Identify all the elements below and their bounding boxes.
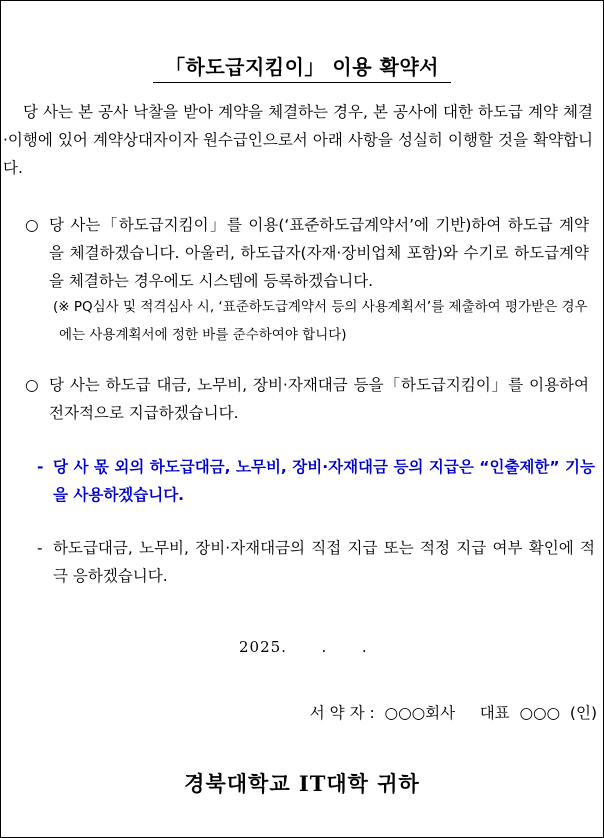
dash-bullet-icon: -	[37, 458, 44, 476]
intro-paragraph: 당 사는 본 공사 낙찰을 받아 계약을 체결하는 경우, 본 공사에 대한 하도급 계약 체결·이행에 있어 계약상대자이자 원수급인으로서 아래 사항을 성실히 이행할 것을 확약합니다.	[3, 103, 593, 177]
circle-bullet-icon: ○	[25, 216, 39, 234]
signatory-line: 서 약 자 : ○○○회사 대표 ○○○ (인)	[309, 704, 597, 722]
pledge-item-2-text: 당 사는 하도급 대금, 노무비, 장비·자재대금 등을「하도급지킴이」를 이용하여 전자적으로 지급하겠습니다.	[49, 376, 589, 422]
subitem-withdrawal-limit	[37, 453, 595, 509]
pledge-item-1-text: 당 사는「하도급지킴이」를 이용(‘표준하도급계약서’에 기반)하여 하도급 계약을 체결하겠습니다. 아울러, 하도급자(자재·장비업체 포함)와 수기로 하도급계약을 체결하는 경우에도 시스템에 등록하겠습니다.	[49, 216, 589, 290]
document-title-text: 「하도급지킴이」 이용 확약서	[153, 51, 451, 83]
document-title	[1, 51, 603, 83]
pledge-item-1-note-text: (※ PQ심사 및 적격심사 시, ‘표준하도급계약서 등의 사용계획서’를 제출하여 평가받은 경우에는 사용계획서에 정한 바를 준수하여야 합니다)	[53, 299, 588, 343]
pledge-item-1-note	[53, 293, 589, 349]
circle-bullet-icon: ○	[25, 376, 39, 394]
subitem-direct-payment	[37, 534, 595, 590]
subitem-direct-payment-text: 하도급대금, 노무비, 장비·자재대금의 직접 지급 또는 적정 지급 여부 확인에 적극 응하겠습니다.	[53, 539, 595, 585]
recipient-line: 경북대학교 IT대학 귀하	[184, 771, 420, 796]
subitem-withdrawal-limit-text: 당 사 몫 외의 하도급대금, 노무비, 장비·자재대금 등의 지급은 “인출제한” 기능을 사용하겠습니다.	[53, 458, 595, 504]
pledge-item-1	[25, 211, 589, 295]
pledge-date: 2025. . .	[239, 638, 368, 656]
pledge-item-2	[25, 371, 589, 427]
dash-bullet-icon: -	[37, 539, 43, 557]
